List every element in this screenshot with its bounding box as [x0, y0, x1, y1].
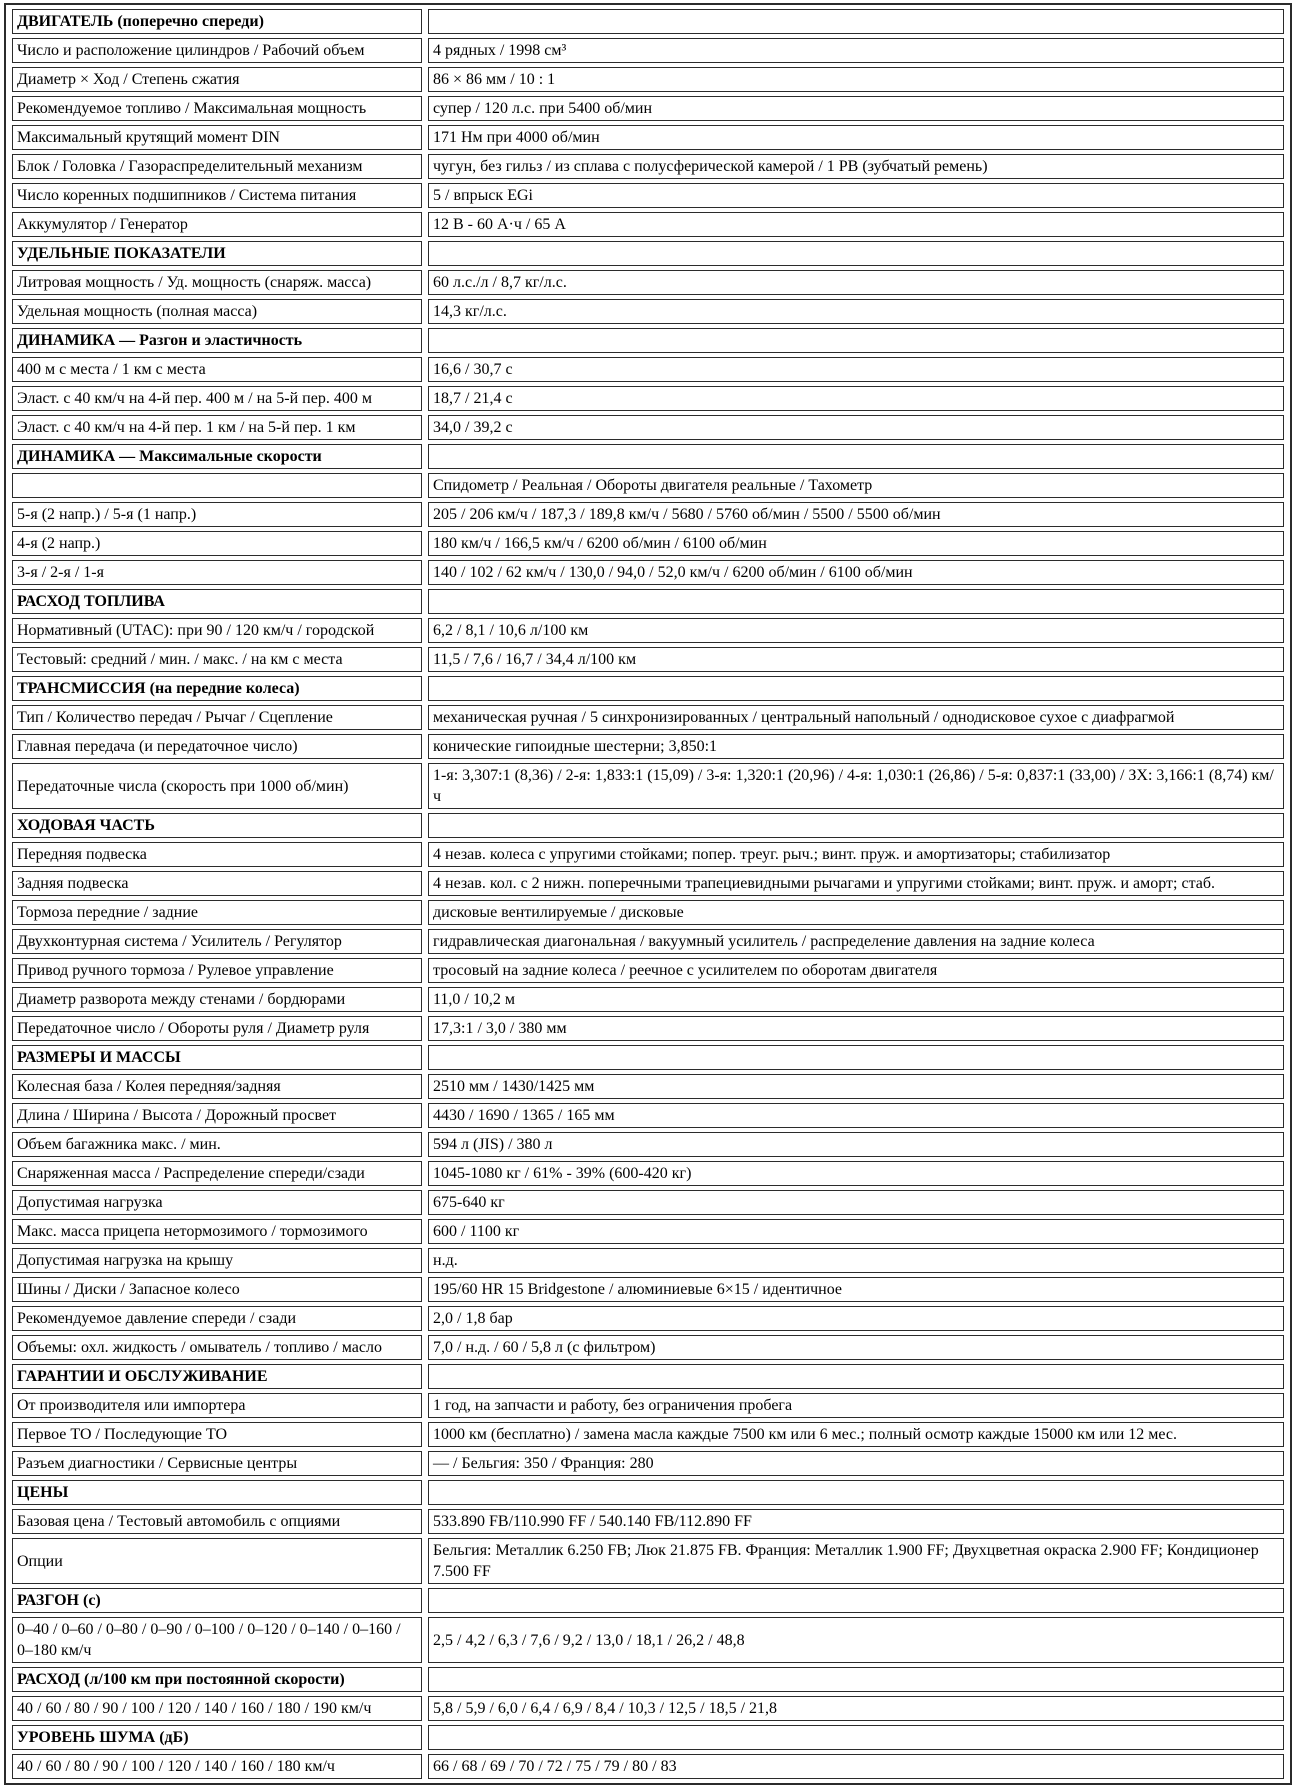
spec-row-label: УРОВЕНЬ ШУМА (дБ): [12, 1725, 422, 1750]
spec-row-value: [428, 589, 1284, 614]
spec-row: [12, 1306, 1284, 1331]
spec-row-label: Тормоза передние / задние: [12, 900, 422, 925]
spec-row-value: 7,0 / н.д. / 60 / 5,8 л (с фильтром): [428, 1335, 1284, 1360]
spec-row-value: 34,0 / 39,2 с: [428, 415, 1284, 440]
spec-row-value: [428, 1364, 1284, 1389]
spec-row: [12, 958, 1284, 983]
spec-row-label: ГАРАНТИИ И ОБСЛУЖИВАНИЕ: [12, 1364, 422, 1389]
spec-row-label: Диаметр разворота между стенами / бордюрами: [12, 987, 422, 1012]
spec-row-value: 4 рядных / 1998 см³: [428, 38, 1284, 63]
spec-row-value: [428, 241, 1284, 266]
spec-row-label: УДЕЛЬНЫЕ ПОКАЗАТЕЛИ: [12, 241, 422, 266]
spec-row-label: Колесная база / Колея передняя/задняя: [12, 1074, 422, 1099]
spec-row-value: гидравлическая диагональная / вакуумный усилитель / распределение давления на задние колеса: [428, 929, 1284, 954]
spec-row: [12, 1754, 1284, 1779]
spec-row-label: Число коренных подшипников / Система питания: [12, 183, 422, 208]
spec-row-label: Литровая мощность / Уд. мощность (снаряж. масса): [12, 270, 422, 295]
spec-row-value: 86 × 86 мм / 10 : 1: [428, 67, 1284, 92]
spec-row: [12, 1045, 1284, 1070]
spec-row-label: РАЗМЕРЫ И МАССЫ: [12, 1045, 422, 1070]
spec-row: [12, 1393, 1284, 1418]
spec-row-value: 180 км/ч / 166,5 км/ч / 6200 об/мин / 6100 об/мин: [428, 531, 1284, 556]
spec-row-value: тросовый на задние колеса / реечное с усилителем по оборотам двигателя: [428, 958, 1284, 983]
spec-row-label: Главная передача (и передаточное число): [12, 734, 422, 759]
spec-row-label: ДВИГАТЕЛЬ (поперечно спереди): [12, 9, 422, 34]
spec-row-label: Шины / Диски / Запасное колесо: [12, 1277, 422, 1302]
spec-row: [12, 1219, 1284, 1244]
spec-row-value: 171 Нм при 4000 об/мин: [428, 125, 1284, 150]
spec-row-label: РАСХОД (л/100 км при постоянной скорости): [12, 1667, 422, 1692]
spec-row-value: 5 / впрыск EGi: [428, 183, 1284, 208]
spec-row: [12, 1016, 1284, 1041]
spec-row-label: Нормативный (UTAC): при 90 / 120 км/ч / городской: [12, 618, 422, 643]
spec-row-value: 195/60 HR 15 Bridgestone / алюминиевые 6×15 / идентичное: [428, 1277, 1284, 1302]
spec-row-value: [428, 1480, 1284, 1505]
spec-row: [12, 1422, 1284, 1447]
spec-row-label: От производителя или импортера: [12, 1393, 422, 1418]
spec-row: [12, 1190, 1284, 1215]
spec-row-label: Привод ручного тормоза / Рулевое управление: [12, 958, 422, 983]
spec-row: [12, 531, 1284, 556]
spec-row-label: 4-я (2 напр.): [12, 531, 422, 556]
spec-row-value: 2,0 / 1,8 бар: [428, 1306, 1284, 1331]
spec-row-value: 14,3 кг/л.с.: [428, 299, 1284, 324]
spec-row-label: ТРАНСМИССИЯ (на передние колеса): [12, 676, 422, 701]
spec-row: [12, 1335, 1284, 1360]
spec-row: [12, 386, 1284, 411]
spec-row-value: 66 / 68 / 69 / 70 / 72 / 75 / 79 / 80 / 83: [428, 1754, 1284, 1779]
spec-row-label: [12, 473, 422, 498]
spec-row-label: Удельная мощность (полная масса): [12, 299, 422, 324]
spec-row-label: Двухконтурная система / Усилитель / Регулятор: [12, 929, 422, 954]
spec-row: [12, 241, 1284, 266]
spec-row: [12, 1074, 1284, 1099]
spec-row: [12, 96, 1284, 121]
spec-row-value: [428, 1725, 1284, 1750]
spec-row: [12, 589, 1284, 614]
spec-row: [12, 647, 1284, 672]
spec-row-value: [428, 813, 1284, 838]
spec-row: [12, 1132, 1284, 1157]
spec-row-value: [428, 676, 1284, 701]
spec-row-label: Разъем диагностики / Сервисные центры: [12, 1451, 422, 1476]
spec-row-label: Число и расположение цилиндров / Рабочий объем: [12, 38, 422, 63]
spec-row-value: механическая ручная / 5 синхронизированных / центральный напольный / однодисковое сухое с диафрагмой: [428, 705, 1284, 730]
spec-row-value: Бельгия: Металлик 6.250 FB; Люк 21.875 FB. Франция: Металлик 1.900 FF; Двухцветная окраска 2.900 FF; Кондиционер 7.500 FF: [428, 1538, 1284, 1584]
spec-row-label: Блок / Головка / Газораспределительный механизм: [12, 154, 422, 179]
spec-row-value: [428, 1045, 1284, 1070]
spec-row-value: 12 В - 60 А·ч / 65 А: [428, 212, 1284, 237]
spec-row-label: Эласт. с 40 км/ч на 4-й пер. 1 км / на 5-й пер. 1 км: [12, 415, 422, 440]
spec-row-label: Передняя подвеска: [12, 842, 422, 867]
spec-row-label: Тип / Количество передач / Рычаг / Сцепление: [12, 705, 422, 730]
spec-row-label: Тестовый: средний / мин. / макс. / на км с места: [12, 647, 422, 672]
spec-row-label: Снаряженная масса / Распределение спереди/сзади: [12, 1161, 422, 1186]
spec-row-label: 40 / 60 / 80 / 90 / 100 / 120 / 140 / 160 / 180 км/ч: [12, 1754, 422, 1779]
spec-row-value: 6,2 / 8,1 / 10,6 л/100 км: [428, 618, 1284, 643]
spec-row-value: 18,7 / 21,4 с: [428, 386, 1284, 411]
spec-row-label: Базовая цена / Тестовый автомобиль с опциями: [12, 1509, 422, 1534]
spec-row-label: Передаточное число / Обороты руля / Диаметр руля: [12, 1016, 422, 1041]
spec-row-label: Рекомендуемое давление спереди / сзади: [12, 1306, 422, 1331]
spec-row: [12, 618, 1284, 643]
spec-row-value: 11,0 / 10,2 м: [428, 987, 1284, 1012]
spec-row-label: Допустимая нагрузка на крышу: [12, 1248, 422, 1273]
spec-row-label: Задняя подвеска: [12, 871, 422, 896]
spec-row: [12, 125, 1284, 150]
spec-row: [12, 1667, 1284, 1692]
spec-row-label: Макс. масса прицепа нетормозимого / тормозимого: [12, 1219, 422, 1244]
spec-row-value: 600 / 1100 кг: [428, 1219, 1284, 1244]
spec-table: [4, 3, 1292, 1785]
spec-row-value: 4 незав. кол. с 2 нижн. поперечными трапециевидными рычагами и упругими стойками; винт. пруж. и аморт; стаб.: [428, 871, 1284, 896]
spec-row-label: ДИНАМИКА — Максимальные скорости: [12, 444, 422, 469]
spec-row: [12, 1277, 1284, 1302]
spec-row-value: 1 год, на запчасти и работу, без ограничения пробега: [428, 1393, 1284, 1418]
spec-row-label: 3-я / 2-я / 1-я: [12, 560, 422, 585]
spec-row: [12, 9, 1284, 34]
spec-row-label: Аккумулятор / Генератор: [12, 212, 422, 237]
spec-row: [12, 1161, 1284, 1186]
spec-row-label: ХОДОВАЯ ЧАСТЬ: [12, 813, 422, 838]
spec-row: [12, 1451, 1284, 1476]
spec-row-label: Передаточные числа (скорость при 1000 об/мин): [12, 763, 422, 809]
spec-row: [12, 813, 1284, 838]
spec-row-value: 5,8 / 5,9 / 6,0 / 6,4 / 6,9 / 8,4 / 10,3 / 12,5 / 18,5 / 21,8: [428, 1696, 1284, 1721]
spec-row-value: [428, 9, 1284, 34]
spec-row-value: 1-я: 3,307:1 (8,36) / 2-я: 1,833:1 (15,09) / 3-я: 1,320:1 (20,96) / 4-я: 1,030:1 (26,86) / 5-я: 0,837:1 (33,00) / ЗХ: 3,166:1 (8,74) км/ч: [428, 763, 1284, 809]
spec-row-label: Эласт. с 40 км/ч на 4-й пер. 400 м / на 5-й пер. 400 м: [12, 386, 422, 411]
spec-row-value: [428, 1667, 1284, 1692]
spec-row-value: 533.890 FB/110.990 FF / 540.140 FB/112.890 FF: [428, 1509, 1284, 1534]
spec-row: [12, 1617, 1284, 1663]
spec-row-value: — / Бельгия: 350 / Франция: 280: [428, 1451, 1284, 1476]
spec-row-label: ДИНАМИКА — Разгон и эластичность: [12, 328, 422, 353]
spec-row-value: конические гипоидные шестерни; 3,850:1: [428, 734, 1284, 759]
spec-row: [12, 473, 1284, 498]
spec-row: [12, 415, 1284, 440]
spec-row: [12, 705, 1284, 730]
spec-table-body: [12, 9, 1284, 1779]
spec-row: [12, 1248, 1284, 1273]
spec-row: [12, 183, 1284, 208]
spec-row-label: Объемы: охл. жидкость / омыватель / топливо / масло: [12, 1335, 422, 1360]
spec-row-value: Спидометр / Реальная / Обороты двигателя реальные / Тахометр: [428, 473, 1284, 498]
spec-row-label: Максимальный крутящий момент DIN: [12, 125, 422, 150]
spec-row-value: [428, 1588, 1284, 1613]
spec-row: [12, 1696, 1284, 1721]
spec-row-value: [428, 444, 1284, 469]
spec-row-value: 2,5 / 4,2 / 6,3 / 7,6 / 9,2 / 13,0 / 18,1 / 26,2 / 48,8: [428, 1617, 1284, 1663]
spec-row-value: 205 / 206 км/ч / 187,3 / 189,8 км/ч / 5680 / 5760 об/мин / 5500 / 5500 об/мин: [428, 502, 1284, 527]
spec-row-label: РАСХОД ТОПЛИВА: [12, 589, 422, 614]
spec-row-value: 4 незав. колеса с упругими стойками; попер. треуг. рыч.; винт. пруж. и амортизаторы; стабилизатор: [428, 842, 1284, 867]
spec-row-value: 11,5 / 7,6 / 16,7 / 34,4 л/100 км: [428, 647, 1284, 672]
spec-row: [12, 1588, 1284, 1613]
spec-row: [12, 900, 1284, 925]
spec-row-value: дисковые вентилируемые / дисковые: [428, 900, 1284, 925]
spec-row-label: Объем багажника макс. / мин.: [12, 1132, 422, 1157]
spec-row-value: 1000 км (бесплатно) / замена масла каждые 7500 км или 6 мес.; полный осмотр каждые 15000 км или 12 мес.: [428, 1422, 1284, 1447]
spec-row-label: Первое ТО / Последующие ТО: [12, 1422, 422, 1447]
spec-row-value: 1045-1080 кг / 61% - 39% (600-420 кг): [428, 1161, 1284, 1186]
spec-row: [12, 676, 1284, 701]
spec-row-value: н.д.: [428, 1248, 1284, 1273]
spec-row-value: 2510 мм / 1430/1425 мм: [428, 1074, 1284, 1099]
spec-row: [12, 1509, 1284, 1534]
spec-row: [12, 38, 1284, 63]
spec-row: [12, 357, 1284, 382]
spec-row: [12, 328, 1284, 353]
spec-row: [12, 734, 1284, 759]
spec-row: [12, 154, 1284, 179]
spec-row-value: 16,6 / 30,7 с: [428, 357, 1284, 382]
spec-row-label: РАЗГОН (с): [12, 1588, 422, 1613]
spec-row: [12, 299, 1284, 324]
spec-row-label: 0–40 / 0–60 / 0–80 / 0–90 / 0–100 / 0–120 / 0–140 / 0–160 / 0–180 км/ч: [12, 1617, 422, 1663]
spec-row: [12, 67, 1284, 92]
spec-row-label: 5-я (2 напр.) / 5-я (1 напр.): [12, 502, 422, 527]
spec-row: [12, 212, 1284, 237]
spec-row: [12, 987, 1284, 1012]
spec-row: [12, 1364, 1284, 1389]
spec-row-label: Рекомендуемое топливо / Максимальная мощность: [12, 96, 422, 121]
spec-row: [12, 1725, 1284, 1750]
spec-row-value: 594 л (JIS) / 380 л: [428, 1132, 1284, 1157]
spec-row-label: Диаметр × Ход / Степень сжатия: [12, 67, 422, 92]
spec-row-value: 17,3:1 / 3,0 / 380 мм: [428, 1016, 1284, 1041]
spec-row: [12, 1103, 1284, 1128]
spec-row-value: чугун, без гильз / из сплава с полусферической камерой / 1 РВ (зубчатый ремень): [428, 154, 1284, 179]
spec-row-label: 400 м с места / 1 км с места: [12, 357, 422, 382]
spec-row: [12, 871, 1284, 896]
spec-row-label: Допустимая нагрузка: [12, 1190, 422, 1215]
spec-row-value: 140 / 102 / 62 км/ч / 130,0 / 94,0 / 52,0 км/ч / 6200 об/мин / 6100 об/мин: [428, 560, 1284, 585]
spec-row-value: 60 л.с./л / 8,7 кг/л.с.: [428, 270, 1284, 295]
spec-row: [12, 502, 1284, 527]
spec-row-label: ЦЕНЫ: [12, 1480, 422, 1505]
spec-row: [12, 444, 1284, 469]
spec-row: [12, 929, 1284, 954]
spec-row: [12, 270, 1284, 295]
spec-row: [12, 560, 1284, 585]
spec-row-label: Длина / Ширина / Высота / Дорожный просвет: [12, 1103, 422, 1128]
spec-row: [12, 1480, 1284, 1505]
spec-row-label: 40 / 60 / 80 / 90 / 100 / 120 / 140 / 160 / 180 / 190 км/ч: [12, 1696, 422, 1721]
spec-row-value: супер / 120 л.с. при 5400 об/мин: [428, 96, 1284, 121]
spec-row: [12, 842, 1284, 867]
spec-row: [12, 763, 1284, 809]
spec-row-label: Опции: [12, 1538, 422, 1584]
spec-row: [12, 1538, 1284, 1584]
spec-row-value: 675-640 кг: [428, 1190, 1284, 1215]
spec-row-value: 4430 / 1690 / 1365 / 165 мм: [428, 1103, 1284, 1128]
spec-row-value: [428, 328, 1284, 353]
